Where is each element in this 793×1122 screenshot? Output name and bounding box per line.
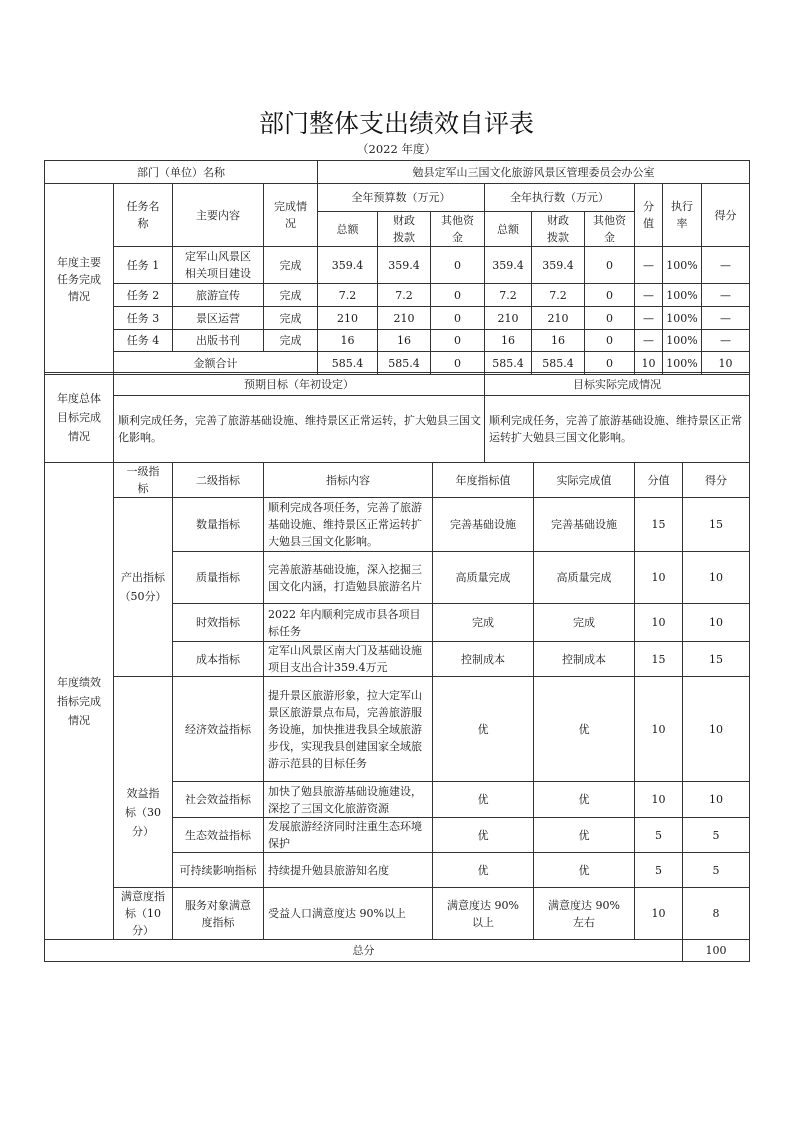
task-budget-fiscal: 7.2 [378, 284, 431, 307]
task-row [45, 247, 750, 284]
task-budget-fiscal: 16 [378, 330, 431, 352]
task-exec-rate: 100% [663, 284, 702, 307]
header-content: 主要内容 [173, 184, 264, 247]
task-budget-other: 0 [431, 284, 485, 307]
task-status: 完成 [264, 247, 318, 284]
indicator-content: 加快了勉县旅游基础设施建设，深挖了三国文化旅游资源 [264, 782, 433, 818]
indicator-content: 顺利完成各项任务，完善了旅游基础设施、维持景区正常运转扩大勉县三国文化影响。 [264, 498, 433, 552]
department-label: 部门（单位）名称 [45, 161, 318, 184]
task-content: 景区运营 [173, 307, 264, 330]
task-status: 完成 [264, 330, 318, 352]
indicator-content: 提升景区旅游形象，拉大定军山景区旅游景点布局，完善旅游服务设施，加快推进我县全域旅游步伐，实现我县创建国家全域旅游示范县的目标任务 [264, 677, 433, 782]
header-exec-rate: 执行率 [663, 184, 702, 247]
total-exec-rate: 100% [663, 352, 702, 375]
task-exec-rate: 100% [663, 330, 702, 352]
level2-name: 可持续影响指标 [173, 853, 264, 888]
indicator-actual: 优 [534, 853, 635, 888]
indicator-score: 8 [683, 888, 750, 940]
grand-total-label: 总分 [45, 940, 683, 962]
task-budget-total: 210 [318, 307, 378, 330]
level2-name: 服务对象满意度指标 [173, 888, 264, 940]
header-budget-other: 其他资金 [431, 212, 485, 247]
level1-satisfaction: 满意度指标（10分） [114, 888, 173, 940]
task-exec-other: 0 [585, 330, 635, 352]
task-exec-fiscal: 359.4 [532, 247, 585, 284]
task-exec-total: 16 [485, 330, 532, 352]
task-status: 完成 [264, 307, 318, 330]
indicators-table [44, 462, 750, 962]
level2-name: 社会效益指标 [173, 782, 264, 818]
task-budget-total: 7.2 [318, 284, 378, 307]
page-subtitle: （2022 年度） [357, 142, 436, 156]
level2-name: 时效指标 [173, 604, 264, 642]
indicator-content: 完善旅游基础设施，深入挖掘三国文化内涵，打造勉县旅游名片 [264, 552, 433, 604]
indicator-target: 优 [433, 818, 534, 853]
goals-section-label: 年度总体目标完成情况 [45, 373, 114, 463]
indicator-actual: 满意度达 90%左右 [534, 888, 635, 940]
total-exec-fiscal: 585.4 [532, 352, 585, 375]
goals-actual-text: 顺利完成任务，完善了旅游基础设施、维持景区正常运转扩大勉县三国文化影响。 [485, 396, 750, 463]
indicator-target: 优 [433, 677, 534, 782]
task-content: 出版书刊 [173, 330, 264, 352]
indicator-row [45, 498, 750, 552]
grand-total-score-value: 100 [683, 940, 750, 962]
goals-table [44, 372, 750, 463]
department-row [45, 161, 750, 184]
task-exec-rate: 100% [663, 247, 702, 284]
task-name: 任务 1 [114, 247, 173, 284]
indicator-score-value: 15 [635, 498, 683, 552]
total-budget-total: 585.4 [318, 352, 378, 375]
task-exec-rate: 100% [663, 307, 702, 330]
task-exec-total: 359.4 [485, 247, 532, 284]
task-score-value: — [635, 330, 663, 352]
indicator-actual: 优 [534, 782, 635, 818]
tasks-section-label: 年度主要任务完成情况 [45, 184, 114, 375]
goals-expected-header: 预期目标（年初设定） [114, 373, 485, 396]
task-score: — [702, 307, 750, 330]
task-row [45, 330, 750, 352]
level2-name: 成本指标 [173, 642, 264, 677]
goals-expected-text: 顺利完成任务，完善了旅游基础设施、维持景区正常运转，扩大勉县三国文化影响。 [114, 396, 485, 463]
page-title: 部门整体支出绩效自评表 [258, 109, 534, 138]
header-task-name: 任务名称 [114, 184, 173, 247]
header-score-value: 分值 [635, 184, 663, 247]
indicator-score: 5 [683, 818, 750, 853]
indicator-score: 10 [683, 604, 750, 642]
task-row [45, 284, 750, 307]
task-budget-fiscal: 210 [378, 307, 431, 330]
level2-name: 生态效益指标 [173, 818, 264, 853]
indicator-score: 10 [683, 552, 750, 604]
indicator-content: 2022 年内顺利完成市县各项目标任务 [264, 604, 433, 642]
indicator-target: 完成 [433, 604, 534, 642]
indicator-target: 满意度达 90%以上 [433, 888, 534, 940]
indicator-content: 发展旅游经济同时注重生态环境保护 [264, 818, 433, 853]
task-exec-fiscal: 7.2 [532, 284, 585, 307]
indicator-actual: 控制成本 [534, 642, 635, 677]
task-budget-total: 359.4 [318, 247, 378, 284]
task-budget-total: 16 [318, 330, 378, 352]
header-level1: 一级指标 [114, 463, 173, 498]
indicator-score-value: 10 [635, 552, 683, 604]
indicator-score-value: 5 [635, 853, 683, 888]
indicator-content: 定军山风景区南大门及基础设施项目支出合计359.4万元 [264, 642, 433, 677]
total-score: 10 [702, 352, 750, 375]
total-budget-fiscal: 585.4 [378, 352, 431, 375]
total-score-value: 10 [635, 352, 663, 375]
tasks-table [44, 160, 750, 375]
header-target: 年度指标值 [433, 463, 534, 498]
indicator-actual: 完善基础设施 [534, 498, 635, 552]
indicator-score-value: 10 [635, 782, 683, 818]
task-score-value: — [635, 284, 663, 307]
task-exec-fiscal: 16 [532, 330, 585, 352]
indicator-score: 10 [683, 677, 750, 782]
total-label: 金额合计 [114, 352, 318, 375]
task-name: 任务 3 [114, 307, 173, 330]
indicator-actual: 完成 [534, 604, 635, 642]
header-exec-fiscal: 财政拨款 [532, 212, 585, 247]
indicator-target: 优 [433, 782, 534, 818]
indicator-score-value: 10 [635, 888, 683, 940]
header-exec-group: 全年执行数（万元） [485, 184, 635, 212]
grand-total-row [45, 940, 750, 962]
task-name: 任务 2 [114, 284, 173, 307]
indicator-content: 受益人口满意度达 90%以上 [264, 888, 433, 940]
header-score: 得分 [702, 184, 750, 247]
indicator-score-value: 15 [635, 642, 683, 677]
header-actual: 实际完成值 [534, 463, 635, 498]
indicator-actual: 高质量完成 [534, 552, 635, 604]
header-indicator-content: 指标内容 [264, 463, 433, 498]
task-name: 任务 4 [114, 330, 173, 352]
indicator-score: 15 [683, 498, 750, 552]
indicator-score: 10 [683, 782, 750, 818]
indicator-score-value: 10 [635, 604, 683, 642]
task-row [45, 307, 750, 330]
goals-header-row [45, 373, 750, 396]
task-score-value: — [635, 307, 663, 330]
indicators-section-label: 年度绩效指标完成情况 [45, 463, 114, 940]
task-score: — [702, 284, 750, 307]
level1-output: 产出指标（50分） [114, 498, 173, 677]
task-budget-other: 0 [431, 330, 485, 352]
indicator-target: 完善基础设施 [433, 498, 534, 552]
total-exec-other: 0 [585, 352, 635, 375]
task-exec-other: 0 [585, 307, 635, 330]
task-content: 定军山风景区相关项目建设 [173, 247, 264, 284]
header-score: 得分 [683, 463, 750, 498]
total-exec-total: 585.4 [485, 352, 532, 375]
indicator-target: 高质量完成 [433, 552, 534, 604]
indicator-target: 控制成本 [433, 642, 534, 677]
task-status: 完成 [264, 284, 318, 307]
level2-name: 质量指标 [173, 552, 264, 604]
indicator-actual: 优 [534, 818, 635, 853]
indicator-score-value: 10 [635, 677, 683, 782]
header-score-value: 分值 [635, 463, 683, 498]
indicator-target: 优 [433, 853, 534, 888]
header-budget-fiscal: 财政拨款 [378, 212, 431, 247]
total-budget-other: 0 [431, 352, 485, 375]
indicator-content: 持续提升勉县旅游知名度 [264, 853, 433, 888]
level2-name: 数量指标 [173, 498, 264, 552]
task-budget-other: 0 [431, 247, 485, 284]
indicator-score: 15 [683, 642, 750, 677]
task-exec-other: 0 [585, 284, 635, 307]
header-budget-total: 总额 [318, 212, 378, 247]
task-exec-total: 210 [485, 307, 532, 330]
task-exec-total: 7.2 [485, 284, 532, 307]
goals-actual-header: 目标实际完成情况 [485, 373, 750, 396]
task-content: 旅游宣传 [173, 284, 264, 307]
task-score: — [702, 330, 750, 352]
indicator-row [45, 888, 750, 940]
level1-benefit: 效益指标（30分） [114, 677, 173, 888]
header-exec-total: 总额 [485, 212, 532, 247]
header-level2: 二级指标 [173, 463, 264, 498]
indicator-score-value: 5 [635, 818, 683, 853]
header-budget-group: 全年预算数（万元） [318, 184, 485, 212]
tasks-header-row [45, 184, 750, 212]
level2-name: 经济效益指标 [173, 677, 264, 782]
task-budget-other: 0 [431, 307, 485, 330]
department-value: 勉县定军山三国文化旅游风景区管理委员会办公室 [318, 161, 750, 184]
indicator-actual: 优 [534, 677, 635, 782]
task-score: — [702, 247, 750, 284]
header-exec-other: 其他资金 [585, 212, 635, 247]
indicator-row [45, 677, 750, 782]
indicator-score: 5 [683, 853, 750, 888]
goals-body-row [45, 396, 750, 463]
task-score-value: — [635, 247, 663, 284]
task-exec-other: 0 [585, 247, 635, 284]
task-exec-fiscal: 210 [532, 307, 585, 330]
header-status: 完成情况 [264, 184, 318, 247]
task-budget-fiscal: 359.4 [378, 247, 431, 284]
indicators-header-row [45, 463, 750, 498]
